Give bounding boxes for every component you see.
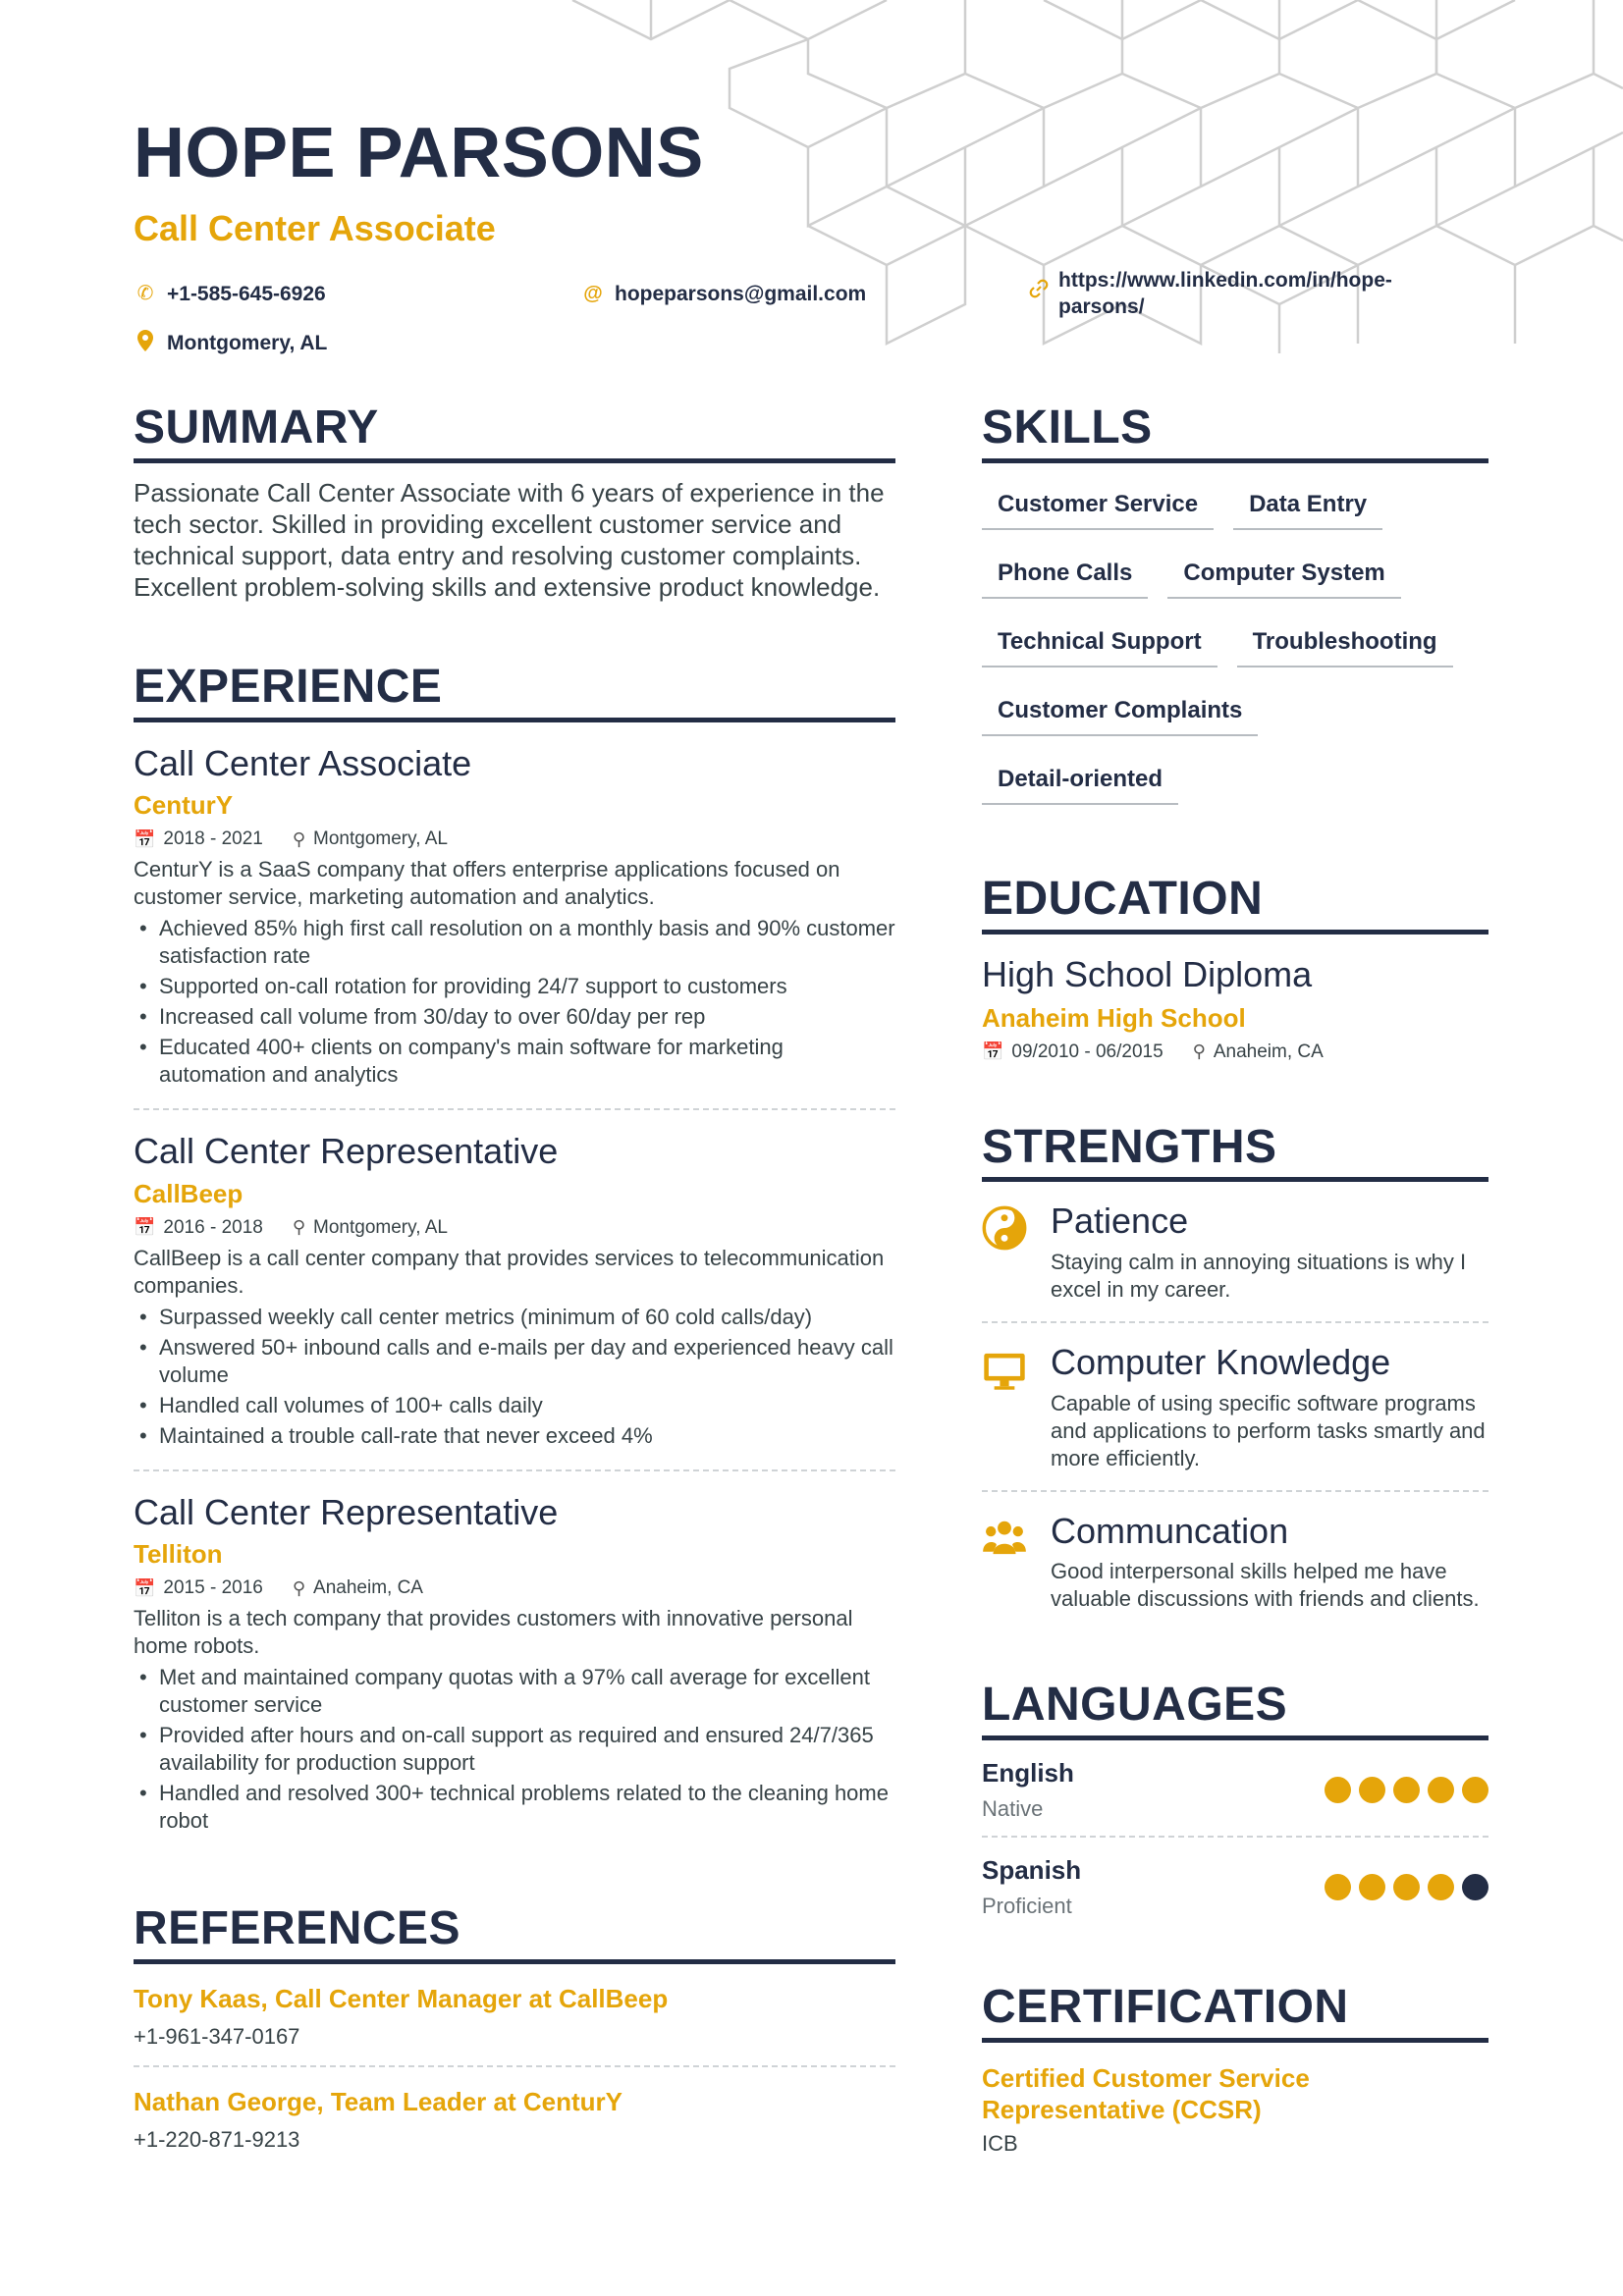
yin-yang-icon (982, 1201, 1051, 1304)
location-text: Montgomery, AL (313, 828, 448, 850)
job-location (293, 1577, 423, 1599)
skills-heading: SKILLS (982, 402, 1488, 463)
job-meta (134, 828, 895, 850)
job-title: Call Center Representative (134, 1491, 559, 1532)
summary-text: Passionate Call Center Associate with 6 years of experience in the tech sector. Skilled in providing excellent customer service and technical support, data entry and resolving customer complaints. Excellent problem-solving skills and extensive product knowledge. (134, 477, 885, 602)
contact-info (134, 263, 1508, 371)
job-bullet: • Achieved 85% high first call resolution on a monthly basis and 90% customer satisfaction rate (134, 915, 895, 970)
strength-description: Staying calm in annoying situations is why I excel in my career. (1051, 1249, 1467, 1302)
certification-name: Certified Customer Service Representative (CCSR) (982, 2062, 1310, 2124)
job-title: Call Center Associate (134, 742, 472, 783)
phone-icon: ✆ (136, 283, 154, 304)
education-section (982, 874, 1488, 1063)
job-bullet: • Educated 400+ clients on company's main software for marketing automation and analytics (134, 1034, 895, 1089)
language-rating (1317, 1777, 1488, 1803)
references-heading: REFERENCES (134, 1903, 895, 1964)
language-rating (1317, 1874, 1488, 1900)
job-bullet: • Answered 50+ inbound calls and e-mails per day and experienced heavy call volume (134, 1334, 895, 1389)
job-entry (134, 1110, 895, 1471)
job-bullet: • Increased call volume from 30/day to over 60/day per rep (134, 1003, 895, 1031)
strength-entry (982, 1182, 1488, 1323)
summary-section (134, 402, 895, 603)
job-bullet: • Maintained a trouble call-rate that never exceed 4% (134, 1422, 895, 1450)
skill-tag: Customer Complaints (982, 687, 1258, 736)
job-bullet: • Provided after hours and on-call support as required and ensured 24/7/365 availability for production support (134, 1722, 895, 1777)
contact-email[interactable] (581, 281, 866, 307)
job-company: Telliton (134, 1539, 223, 1570)
job-entry (134, 722, 895, 1111)
job-location (293, 828, 448, 850)
job-bullets (134, 915, 895, 1089)
left-column (134, 402, 895, 2227)
language-level: Native (982, 1795, 1044, 1821)
calendar-icon: 📅 (134, 828, 156, 849)
education-dates (982, 1041, 1163, 1063)
skills-list (982, 481, 1488, 825)
job-location (293, 1217, 448, 1239)
job-description: CallBeep is a call center company that provides services to telecommunication companies. (134, 1245, 885, 1298)
reference-name: Nathan George, Team Leader at CenturY (134, 2087, 622, 2117)
reference-phone: +1-961-347-0167 (134, 2024, 300, 2050)
rating-dot-filled (1393, 1874, 1420, 1900)
rating-dot-filled (1428, 1874, 1454, 1900)
job-dates (134, 1577, 263, 1599)
job-description: Telliton is a tech company that provides customers with innovative personal home robots. (134, 1606, 853, 1659)
location-text: Montgomery, AL (167, 332, 328, 354)
experience-section (134, 662, 895, 1855)
rating-dot-filled (1393, 1777, 1420, 1803)
reference-entry (134, 1964, 895, 2067)
job-bullet: • Surpassed weekly call center metrics (minimum of 60 cold calls/day) (134, 1304, 895, 1331)
contact-location (134, 330, 327, 358)
strength-title: Communcation (1051, 1510, 1289, 1551)
job-entry (134, 1471, 895, 1855)
summary-heading: SUMMARY (134, 402, 895, 463)
dates-text: 2016 - 2018 (163, 1216, 263, 1238)
location-pin-icon: ⚲ (292, 1217, 306, 1238)
at-icon: @ (583, 283, 603, 304)
job-company: CallBeep (134, 1178, 243, 1208)
dates-text: 2015 - 2016 (163, 1577, 263, 1599)
job-company: CenturY (134, 790, 234, 821)
job-meta (134, 1577, 895, 1599)
link-icon (1029, 267, 1049, 305)
rating-dot-filled (1359, 1777, 1385, 1803)
location-pin-icon: ⚲ (1192, 1041, 1206, 1062)
job-dates (134, 1217, 263, 1239)
people-icon (982, 1512, 1051, 1614)
monitor-icon (982, 1343, 1051, 1472)
language-entry (982, 1740, 1488, 1838)
rating-dot-filled (1325, 1874, 1351, 1900)
email-text: hopeparsons@gmail.com (615, 283, 867, 305)
contact-phone[interactable] (134, 281, 326, 307)
strength-title: Computer Knowledge (1051, 1341, 1391, 1382)
strength-entry (982, 1323, 1488, 1492)
reference-entry (134, 2067, 895, 2168)
job-title: Call Center Representative (134, 1131, 559, 1172)
job-bullets (134, 1304, 895, 1450)
calendar-icon: 📅 (134, 1577, 156, 1598)
language-name: Spanish (982, 1854, 1082, 1885)
reference-name: Tony Kaas, Call Center Manager at CallBeep (134, 1984, 669, 2014)
education-school: Anaheim High School (982, 1002, 1246, 1033)
dates-text: 2018 - 2021 (163, 828, 263, 850)
skill-tag: Technical Support (982, 618, 1217, 667)
job-bullet: • Met and maintained company quotas with a 97% call average for excellent customer service (134, 1664, 895, 1719)
location-text: Anaheim, CA (1213, 1041, 1324, 1062)
reference-phone: +1-220-871-9213 (134, 2127, 300, 2153)
certification-heading: CERTIFICATION (982, 1982, 1488, 2043)
calendar-icon: 📅 (134, 1217, 156, 1238)
phone-text: +1-585-645-6926 (167, 283, 326, 305)
references-section (134, 1903, 895, 2168)
dates-text: 09/2010 - 06/2015 (1011, 1041, 1163, 1062)
strengths-section (982, 1122, 1488, 1631)
education-meta (982, 1041, 1488, 1063)
certification-section (982, 1982, 1488, 2157)
strengths-heading: STRENGTHS (982, 1122, 1488, 1183)
experience-heading: EXPERIENCE (134, 662, 895, 722)
job-dates (134, 828, 263, 850)
candidate-name: HOPE PARSONS (134, 114, 704, 192)
location-pin-icon (134, 330, 157, 358)
job-bullet: • Handled call volumes of 100+ calls daily (134, 1392, 895, 1419)
certification-issuer: ICB (982, 2130, 1018, 2156)
education-location (1193, 1041, 1324, 1063)
education-degree: High School Diploma (982, 953, 1313, 994)
contact-linkedin[interactable] (1029, 267, 1402, 321)
right-column (982, 402, 1488, 2216)
skills-section (982, 402, 1488, 825)
location-text: Anaheim, CA (313, 1577, 423, 1599)
linkedin-text: https://www.linkedin.com/in/hope-parsons/ (1058, 269, 1392, 319)
language-name: English (982, 1757, 1074, 1788)
language-entry (982, 1838, 1488, 1933)
location-text: Montgomery, AL (313, 1216, 448, 1238)
rating-dot-filled (1428, 1777, 1454, 1803)
job-description: CenturY is a SaaS company that offers enterprise applications focused on customer service, marketing automation and analytics. (134, 857, 840, 910)
rating-dot-filled (1462, 1777, 1488, 1803)
language-level: Proficient (982, 1893, 1072, 1918)
skill-tag: Data Entry (1233, 481, 1382, 530)
calendar-icon: 📅 (982, 1041, 1004, 1062)
job-bullet: • Supported on-call rotation for providing 24/7 support to customers (134, 973, 895, 1000)
languages-heading: LANGUAGES (982, 1680, 1488, 1740)
languages-section (982, 1680, 1488, 1933)
strength-title: Patience (1051, 1201, 1189, 1242)
resume-header (134, 114, 1508, 371)
location-pin-icon: ⚲ (292, 1577, 306, 1598)
job-meta (134, 1217, 895, 1239)
candidate-role: Call Center Associate (134, 208, 496, 248)
skill-tag: Computer System (1167, 550, 1400, 599)
job-bullet: • Handled and resolved 300+ technical problems related to the cleaning home robot (134, 1780, 895, 1835)
skill-tag: Detail-oriented (982, 756, 1178, 805)
skill-tag: Troubleshooting (1237, 618, 1453, 667)
rating-dot-filled (1359, 1874, 1385, 1900)
strength-description: Good interpersonal skills helped me have valuable discussions with friends and clients. (1051, 1559, 1480, 1612)
strength-description: Capable of using specific software programs and applications to perform tasks smartly and more efficiently. (1051, 1390, 1486, 1470)
rating-dot-filled (1325, 1777, 1351, 1803)
job-bullets (134, 1664, 895, 1835)
skill-tag: Phone Calls (982, 550, 1148, 599)
location-pin-icon: ⚲ (292, 828, 306, 849)
skill-tag: Customer Service (982, 481, 1214, 530)
education-heading: EDUCATION (982, 874, 1488, 934)
rating-dot-empty (1462, 1874, 1488, 1900)
strength-entry (982, 1492, 1488, 1631)
